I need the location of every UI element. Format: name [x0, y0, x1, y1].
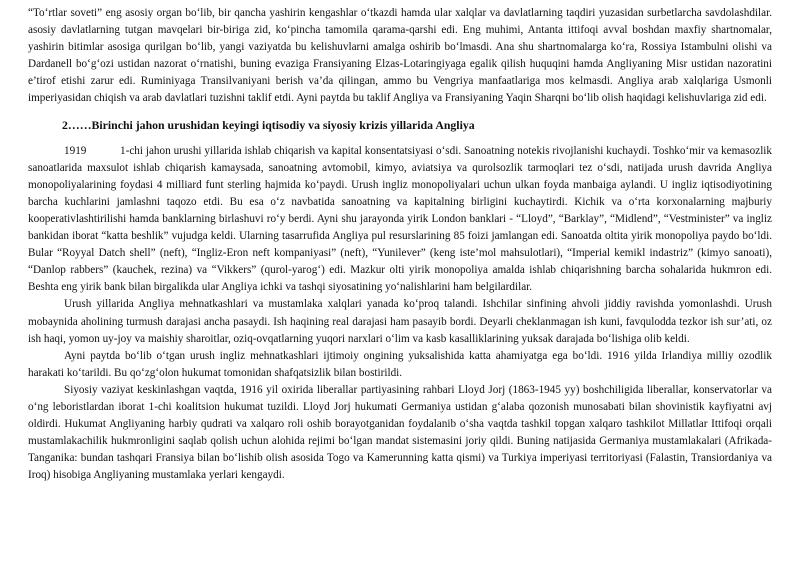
- paragraph-year: 1919: [64, 144, 87, 157]
- document-page: [28, 5, 772, 484]
- paragraph-1919-text: 1-chi jahon urushi yillarida ishlab chiqarish va kapital konsentatsiyasi o‘sdi. Sanoatning notekis rivojlanishi kuchaydi. Toshko‘mir va kemasozlik sanoatlarida maxsulot ishlab chiqarish kamaysada, sanoatning avtomobil, kimyo, aviatsiya va qurolsozlik tarmoqlari tez o‘sdi, natijada urush davrida Angliya monopoliyalarining foydasi 4 milliard funt sterling hajmida ko‘paydi. Urush ingliz monopoliyalari uchun ulkan foyda manbaiga aylandi. U ingliz iqtisodiyotining barcha kuchlarini jamlashni taqozo etdi. Bu esa o‘z navbatida sanoatning va kapitalning birligini kuchaytirdi. Kichik va o‘rta korxonalarning majburiy kooperativlashtirilishi hamda banklarning birlashuvi ro‘y berdi. Ayni shu jarayonda yirik London banklari - “Lloyd”, “Barklay”, “Midlend”, “Vestminister” va ingliz bankidan iborat “katta beshlik” vujudga keldi. Ularning tasarrufida Angliya pul resurslarining 85 foizi jamlangan edi. Sanoatda oltita yirik monopoliya paydo bo‘ldi. Bular “Royyal Datch shell” (neft), “Ingliz-Eron neft kompaniyasi” (neft), “Yunilever” (keng iste’mol mahsulotlari), “Imperial kemikl indastriz” (kimyo sanoati), “Danlop rabbers” (kauchek, rezina) va “Vikkers” (qurol-yarog‘) edi. Mazkur olti yirik monopoliya amalda ishlab chiqarishning barcha sohalarida hukmron edi. Beshta eng yirik bank bilan birgalikda ular Angliya ichki va tashqi siyosatining yo‘nalishlarini ham belgilardilar.: [28, 144, 772, 294]
- paragraph-1919: [28, 143, 772, 297]
- section-heading: 2……Birinchi jahon urushidan keyingi iqtisodiy va siyosiy krizis yillarida Angliya: [62, 117, 475, 132]
- paragraph-workers: Urush yillarida Angliya mehnatkashlari va mustamlaka xalqlari yanada ko‘proq talandi. Ishchilar sinfining ahvoli jiddiy ravishda yomonlashdi. Urush mobaynida aholining turmush darajasi ancha pasaydi. Ish haqining real darajasi ham pasayib bordi. Deyarli cheklanmagan ish kuni, favqulodda tezkor ish sur’ati, oz ish haqi, yomon uy-joy va maishiy sharoitlar, oziq-ovqatlarning yuqori narxlari o‘lim va kasb kasalliklarining yuksak darajada bo‘lishiga olib keldi.: [28, 298, 772, 345]
- paragraph-irish-movement: Ayni paytda bo‘lib o‘tgan urush ingliz mehnatkashlari ijtimoiy ongining yuksalishida katta ahamiyatga ega bo‘ldi. 1916 yilda Irlandiya milliy ozodlik harakati ko‘tarildi. Bu qo‘zg‘olon hukumat tomonidan shafqatsizlik bilan bostirildi.: [28, 349, 772, 379]
- paragraph-coalition: Siyosiy vaziyat keskinlashgan vaqtda, 1916 yil oxirida liberallar partiyasining rahbari Lloyd Jorj (1863-1945 yy) boshchiligida liberallar, konservatorlar va o‘ng leboristlardan iborat 1-chi koalitsion hukumat tuzildi. Lloyd Jorj hukumati Germaniya ustidan g‘alaba qozonish munosabati bilan shovinistik kayfiyatni avj oldirdi. Hukumat Angliyaning harbiy qudrati va xalqaro roli oshib borayotganidan foydalanib o‘sha vaqtda tashkil topgan xalqaro tashkilot Millatlar Ittifoqi orqali mustamlakachilik hukmronligini saqlab qolish uchun alohida rejimi bo‘lgan mandat sistemasini joriy qildi. Buning natijasida Germaniya mustamlakalari (Afrikada-Tanganika: bundan tashqari Fransiya bilan bo‘lishib olish asosida Togo va Kamerunning katta qismi) va Turkiya imperiyasi territoriyasi (Falastin, Transiordaniya va Iroq) hisobiga Angliyaning mustamlaka yerlari kengaydi.: [28, 383, 772, 482]
- paragraph-intro: “To‘rtlar soveti” eng asosiy organ bo‘lib, bir qancha yashirin kengashlar o‘tkazdi hamda ular xalqlar va davlatlarning taqdiri yuzasidan surbetlarcha savdolashdilar. asosiy davlatlarning tutgan mavqelari bir-biriga zid, ko‘pincha tamomila qarama-qarshi edi. Eng muhimi, Antanta ittifoqi avval boshdan maxfiy shartnomalar, yashirin bitimlar asosiga qurilgan bo‘lib, yangi vaziyatda bu kelishuvlarni amalga oshirib bo‘lmasdi. Ana shu shartnomalarga ko‘ra, Rossiya Istambulni olishi va Dardanell bo‘g‘ozi ustidan nazorat o‘rnatishi, buning evaziga Fransiyaning Elzas-Lotaringiyaga egalik qilish huquqini hamda Angliyaning Misr ustidan nazoratini e’tirof etishi zarur edi. Ruminiyaga Transilvaniyani berish va’da qilingan, ammo bu Vengriya manfaatlariga mos kelmasdi. Angliya arab xalqlariga Usmonli imperiyasidan chiqish va arab davlatlari tuzishni taklif etdi. Ayni paytda bu taklif Angliya va Fransiyaning Yaqin Sharqni bo‘lib olish haqidagi kelishuvlariga zid edi.: [28, 7, 772, 105]
